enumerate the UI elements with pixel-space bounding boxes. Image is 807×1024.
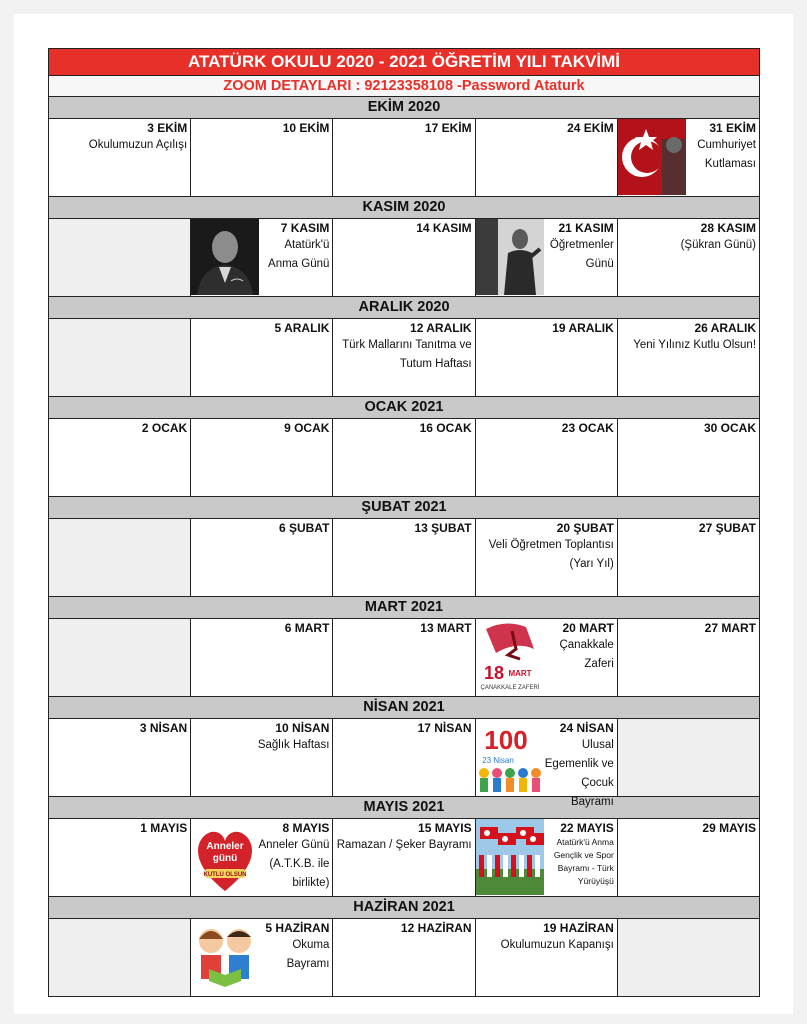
day-cell — [191, 419, 333, 496]
empty-day-cell — [618, 919, 759, 996]
day-date: 20 MART — [562, 621, 614, 635]
image-lettering: 18 — [483, 663, 504, 683]
month-header: MART 2021 — [49, 597, 759, 619]
image-lettering: 100 — [483, 725, 528, 755]
day-date: 21 KASIM — [558, 221, 614, 235]
day-cell — [333, 119, 475, 196]
day-date: 22 MAYIS — [560, 821, 614, 835]
day-cell — [618, 319, 759, 396]
empty-day-cell — [49, 219, 191, 296]
day-cell — [49, 419, 191, 496]
day-date: 26 ARALIK — [694, 321, 757, 335]
day-cell — [191, 519, 333, 596]
day-cell — [618, 419, 759, 496]
day-event: Okuma Bayramı — [286, 939, 330, 970]
empty-day-cell — [49, 619, 191, 696]
day-date: 30 OCAK — [704, 421, 757, 435]
day-cell — [191, 919, 333, 996]
day-date: 13 MART — [420, 621, 472, 635]
month-header: EKİM 2020 — [49, 97, 759, 119]
day-cell — [333, 819, 475, 896]
day-cell — [476, 319, 618, 396]
day-date: 29 MAYIS — [702, 821, 757, 835]
day-date: 2 OCAK — [141, 421, 188, 435]
month-block — [49, 397, 759, 497]
day-event: Öğretmenler Günü — [549, 239, 614, 270]
day-event: Cumhuriyet Kutlaması — [697, 139, 757, 170]
day-cell — [618, 819, 759, 896]
day-date: 8 MAYIS — [282, 821, 330, 835]
day-cell — [476, 619, 618, 696]
day-cell — [333, 219, 475, 296]
day-event: Okulumuzun Kapanışı — [500, 939, 614, 951]
day-cell — [191, 219, 333, 296]
week-row — [49, 519, 759, 597]
day-date: 14 KASIM — [416, 221, 472, 235]
week-row — [49, 619, 759, 697]
day-date: 24 EKİM — [567, 121, 614, 135]
day-date: 6 MART — [284, 621, 330, 635]
day-date: 1 MAYIS — [140, 821, 188, 835]
day-date: 17 EKİM — [424, 121, 472, 135]
day-date: 3 NİSAN — [139, 721, 188, 735]
month-header: ARALIK 2020 — [49, 297, 759, 319]
day-event: Ulusal Egemenlik ve Çocuk Bayramı — [544, 739, 614, 808]
day-cell — [618, 619, 759, 696]
day-cell — [191, 319, 333, 396]
empty-day-cell — [49, 919, 191, 996]
day-event: Atatürk'ü Anma Günü — [268, 239, 330, 270]
empty-day-cell — [618, 719, 759, 796]
day-event: Veli Öğretmen Toplantısı (Yarı Yıl) — [488, 539, 614, 570]
image-lettering: 23 Nisan — [481, 756, 514, 765]
day-cell — [333, 619, 475, 696]
week-row — [49, 919, 759, 996]
day-date: 23 OCAK — [561, 421, 614, 435]
day-date: 28 KASIM — [700, 221, 757, 235]
week-row — [49, 219, 759, 297]
page-sheet — [14, 14, 793, 1014]
day-date: 3 EKİM — [147, 121, 188, 135]
image-lettering: günü — [212, 853, 238, 864]
empty-day-cell — [49, 319, 191, 396]
day-cell — [191, 619, 333, 696]
zoom-details: ZOOM DETAYLARI : 92123358108 -Password Ataturk — [49, 76, 759, 97]
day-cell — [333, 919, 475, 996]
day-cell — [476, 219, 618, 296]
day-date: 6 ŞUBAT — [278, 521, 330, 535]
day-date: 19 HAZİRAN — [543, 921, 614, 935]
day-event: (Şükran Günü) — [680, 239, 757, 251]
day-date: 24 NİSAN — [559, 721, 614, 735]
week-row — [49, 319, 759, 397]
day-date: 10 NİSAN — [275, 721, 330, 735]
day-event: Okulumuzun Açılışı — [88, 139, 188, 151]
day-cell — [476, 719, 618, 808]
month-block — [49, 797, 759, 897]
day-cell — [49, 119, 191, 196]
day-date: 19 ARALIK — [552, 321, 614, 335]
month-header: OCAK 2021 — [49, 397, 759, 419]
day-cell — [476, 819, 618, 896]
day-date: 27 MART — [704, 621, 757, 635]
day-date: 27 ŞUBAT — [698, 521, 757, 535]
day-event: Türk Mallarını Tanıtma ve Tutum Haftası — [342, 339, 472, 370]
day-cell — [618, 219, 759, 296]
day-date: 15 MAYIS — [418, 821, 472, 835]
month-header: NİSAN 2021 — [49, 697, 759, 719]
week-row — [49, 819, 759, 897]
day-event: Çanakkale Zaferi — [559, 639, 614, 670]
day-date: 5 HAZİRAN — [265, 921, 330, 935]
day-event: Anneler Günü (A.T.K.B. ile birlikte) — [258, 839, 330, 889]
day-event: Ramazan / Şeker Bayramı — [336, 839, 472, 851]
day-date: 5 ARALIK — [274, 321, 330, 335]
day-cell — [49, 719, 191, 796]
day-cell — [333, 319, 475, 396]
month-block — [49, 497, 759, 597]
day-date: 31 EKİM — [709, 121, 757, 135]
day-cell — [476, 119, 618, 196]
day-cell — [618, 119, 759, 196]
day-cell — [476, 919, 618, 996]
day-date: 17 NİSAN — [417, 721, 472, 735]
month-block — [49, 97, 759, 197]
image-lettering: Anneler — [206, 841, 244, 852]
calendar-title: ATATÜRK OKULU 2020 - 2021 ÖĞRETİM YILI TAKVİMİ — [49, 49, 759, 76]
day-cell — [476, 519, 618, 596]
week-row — [49, 119, 759, 197]
month-header: ŞUBAT 2021 — [49, 497, 759, 519]
empty-day-cell — [49, 519, 191, 596]
day-cell — [333, 419, 475, 496]
day-date: 12 HAZİRAN — [400, 921, 472, 935]
day-cell — [49, 819, 191, 896]
month-block — [49, 897, 759, 996]
month-header: KASIM 2020 — [49, 197, 759, 219]
months-container — [49, 97, 759, 996]
day-event: Sağlık Haftası — [257, 739, 330, 751]
day-date: 13 ŞUBAT — [414, 521, 472, 535]
day-cell — [191, 819, 333, 896]
day-date: 9 OCAK — [284, 421, 330, 435]
month-block — [49, 597, 759, 697]
image-lettering: KUTLU OLSUN — [203, 872, 247, 878]
day-cell — [333, 719, 475, 796]
day-event: Atatürk'ü Anma Gençlik ve Spor Bayramı - Türk Yürüyüşü — [553, 837, 614, 886]
day-date: 20 ŞUBAT — [556, 521, 614, 535]
day-date: 12 ARALIK — [410, 321, 472, 335]
month-header: HAZİRAN 2021 — [49, 897, 759, 919]
day-cell — [333, 519, 475, 596]
day-date: 16 OCAK — [419, 421, 472, 435]
month-block — [49, 297, 759, 397]
day-date: 10 EKİM — [282, 121, 330, 135]
day-cell — [618, 519, 759, 596]
week-row — [49, 419, 759, 497]
month-block — [49, 197, 759, 297]
day-cell — [476, 419, 618, 496]
month-header: MAYIS 2021 — [49, 797, 759, 819]
school-calendar — [48, 48, 760, 997]
image-lettering: ÇANAKKALE ZAFERİ — [480, 685, 540, 691]
day-event: Yeni Yılınız Kutlu Olsun! — [633, 339, 757, 351]
image-lettering: MART — [508, 669, 532, 678]
day-cell — [191, 119, 333, 196]
day-date: 7 KASIM — [280, 221, 330, 235]
day-cell — [191, 719, 333, 796]
